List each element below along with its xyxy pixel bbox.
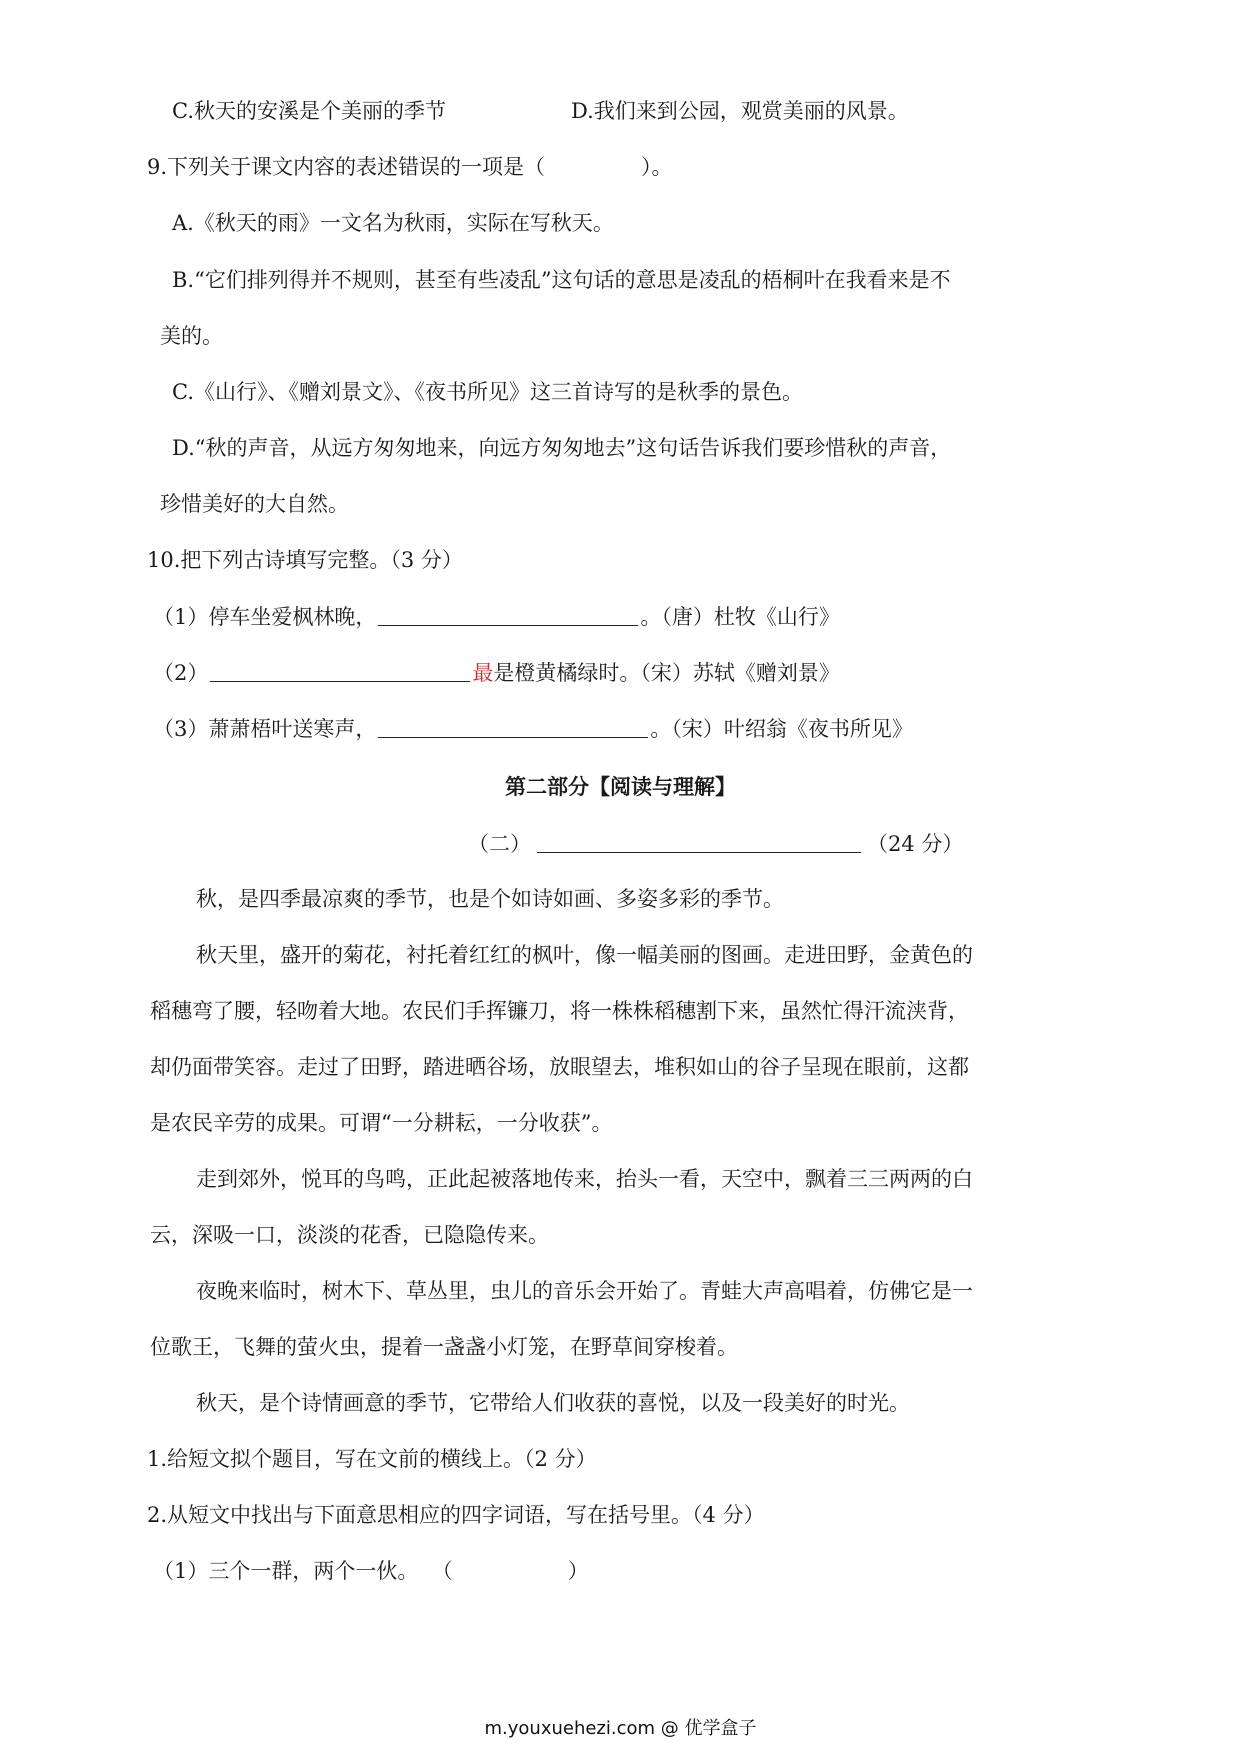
q10-line3-suffix: 。（宋）叶绍翁《夜书所见》 [650,717,913,741]
q10-line2-suffix: 是橙黄橘绿时。（宋）苏轼《赠刘景》 [493,661,840,685]
passage-paragraph-2-line-4: 是农民辛劳的成果。可谓“一分耕耘，一分收获”。 [150,1111,613,1135]
passage-paragraph-4-line-2: 位歌王，飞舞的萤火虫，提着一盏盏小灯笼，在野草间穿梭着。 [150,1335,738,1359]
q9-stem-prefix: 9.下列关于课文内容的表述错误的一项是（ [147,155,546,179]
q8-option-d: D.我们来到公园，观赏美丽的风景。 [571,99,909,123]
reading-question-2-sub-1 [153,1556,589,1586]
q9-option-a: A.《秋天的雨》一文名为秋雨，实际在写秋天。 [172,211,614,235]
q8-option-c: C.秋天的安溪是个美丽的季节 [172,99,446,123]
q10-line1-prefix: （1）停车坐爱枫林晚， [153,605,377,629]
passage-title-blank[interactable] [537,828,861,853]
q10-line3-prefix: （3）萧萧梧叶送寒声， [153,717,377,741]
q9-stem [147,152,673,182]
passage-paragraph-3-line-1: 走到郊外，悦耳的鸟鸣，正此起被落地传来，抬头一看，天空中，飘着三三两两的白 [196,1167,973,1191]
q2-sub1-open-paren: （ [431,1559,453,1583]
q9-option-c: C.《山行》、《赠刘景文》、《夜书所见》这三首诗写的是秋季的景色。 [172,380,803,404]
passage-paragraph-3-line-2: 云，深吸一口，淡淡的花香，已隐隐传来。 [150,1223,549,1247]
passage-title-line [468,828,963,859]
q9-option-d-line2: 珍惜美好的大自然。 [160,492,349,516]
passage-score: （24 分） [867,832,964,856]
passage-paragraph-2-line-3: 却仍面带笑容。走过了田野，踏进晒谷场，放眼望去，堆积如山的谷子呈现在眼前，这都 [150,1055,969,1079]
passage-paragraph-2-line-1: 秋天里，盛开的菊花，衬托着红红的枫叶，像一幅美丽的图画。走进田野，金黄色的 [196,943,973,967]
q10-line3-blank[interactable] [378,713,648,738]
passage-paragraph-2-line-2: 稻穗弯了腰，轻吻着大地。农民们手挥镰刀，将一株株稻穗割下来，虽然忙得汗流浃背， [150,999,969,1023]
q10-poem-line-1 [153,601,840,632]
reading-question-2: 2.从短文中找出与下面意思相应的四字词语，写在括号里。（4 分） [147,1503,765,1527]
q10-line2-red-char: 最 [472,661,494,685]
q10-line1-suffix: 。（唐）杜牧《山行》 [640,605,840,629]
q10-line1-blank[interactable] [378,601,638,626]
q9-option-b-line2: 美的。 [160,324,223,348]
passage-paragraph-5: 秋天，是个诗情画意的季节，它带给人们收获的喜悦，以及一段美好的时光。 [196,1391,910,1415]
q9-option-b-line1: B.“它们排列得并不规则，甚至有些凌乱”这句话的意思是凌乱的梧桐叶在我看来是不 [172,268,951,292]
passage-label: （二） [468,832,531,856]
q10-line2-blank[interactable] [210,657,470,682]
q10-line2-prefix: （2） [153,661,209,685]
q9-stem-suffix: ）。 [641,155,673,179]
passage-paragraph-4-line-1: 夜晚来临时，树木下、草丛里，虫儿的音乐会开始了。青蛙大声高唱着，仿佛它是一 [196,1279,973,1303]
q9-option-d-line1: D.“秋的声音，从远方匆匆地来，向远方匆匆地去”这句话告诉我们要珍惜秋的声音， [172,436,952,460]
q2-sub1-close-paren: ） [567,1559,589,1583]
q10-poem-line-2 [153,657,840,688]
page-footer: m.youxuehezi.com @ 优学盒子 [484,1718,757,1739]
q10-stem: 10.把下列古诗填写完整。（3 分） [147,548,463,572]
q10-poem-line-3 [153,713,913,744]
passage-paragraph-1: 秋，是四季最凉爽的季节，也是个如诗如画、多姿多彩的季节。 [196,887,784,911]
q2-sub1-text: （1）三个一群，两个一伙。 [153,1559,419,1583]
section-title: 第二部分【阅读与理解】 [505,775,736,799]
reading-question-1: 1.给短文拟个题目，写在文前的横线上。（2 分） [147,1447,597,1471]
